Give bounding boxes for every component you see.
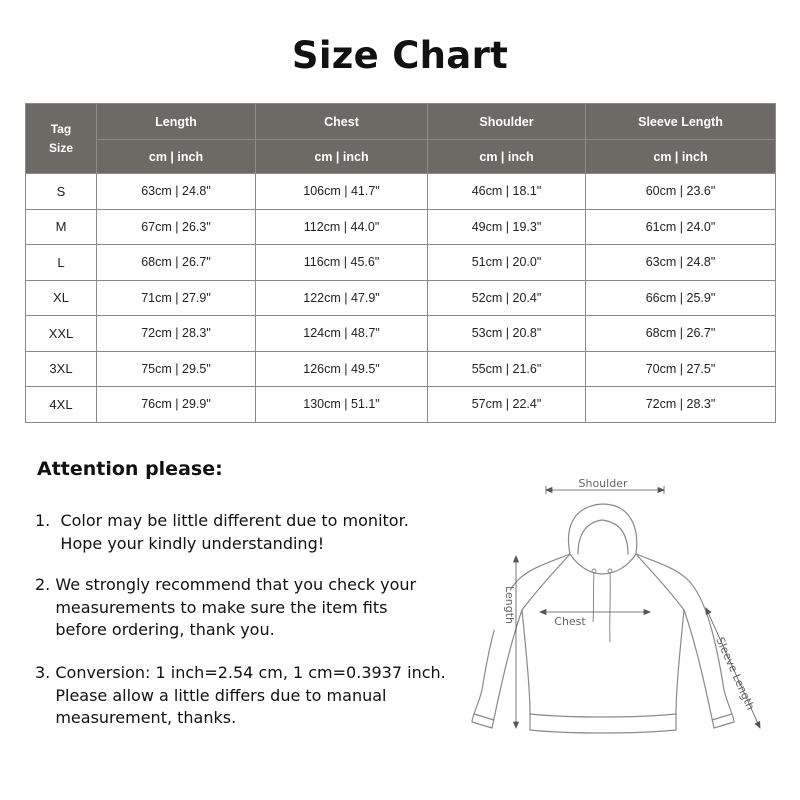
note-line: 1. Color may be little different due to monitor. [35,511,409,530]
note-line: Hope your kindly understanding! [35,533,325,553]
drawstrings [592,569,612,642]
shoulder-cell: 51cm | 20.0" [428,245,586,281]
length-cell: 63cm | 24.8" [97,174,256,210]
page-title: Size Chart [291,34,509,77]
length-cell: 75cm | 29.5" [97,351,256,387]
sleeve-cell: 61cm | 24.0" [586,209,776,245]
sleeve-cell: 66cm | 25.9" [586,280,776,316]
tag-header-line1: Tag [50,121,72,136]
note-line: Please allow a little differs due to manual [35,685,387,705]
shoulder-label: Shoulder [578,477,628,490]
chest-cell: 126cm | 49.5" [256,351,428,387]
note-line: 2. We strongly recommend that you check your [35,575,417,594]
unit-label-chest: cm | inch [256,140,428,174]
length-label: Length [503,586,516,624]
length-cell: 72cm | 28.3" [97,316,256,352]
sleeve-cell: 63cm | 24.8" [586,245,776,281]
size-cell: L [26,245,97,281]
shoulder-cell: 46cm | 18.1" [428,174,586,210]
shoulder-cell: 57cm | 22.4" [428,387,586,423]
table-row [26,245,776,281]
chest-cell: 106cm | 41.7" [256,174,428,210]
note-line: 3. Conversion: 1 inch=2.54 cm, 1 cm=0.3937 inch. [35,663,446,682]
chest-cell: 112cm | 44.0" [256,209,428,245]
chest-label: Chest [554,615,586,628]
size-cell: XXL [26,316,97,352]
hoodie-measurement-diagram [460,470,780,760]
column-header-length: Length [97,104,256,140]
length-cell: 76cm | 29.9" [97,387,256,423]
note-measurements [35,574,416,642]
length-cell: 68cm | 26.7" [97,245,256,281]
table-row [26,387,776,423]
tag-size-header [26,104,97,174]
column-header-sleeve-length: Sleeve Length [586,104,776,140]
tag-header-line2: Size [48,140,73,155]
size-cell: 4XL [26,387,97,423]
chest-dimension [540,610,650,615]
header-row [26,104,776,140]
shoulder-cell: 53cm | 20.8" [428,316,586,352]
sleeve-length-label: Sleeve Length [713,635,758,712]
chest-cell: 130cm | 51.1" [256,387,428,423]
table-row [26,351,776,387]
chest-cell: 124cm | 48.7" [256,316,428,352]
sleeve-cell: 68cm | 26.7" [586,316,776,352]
unit-label-length: cm | inch [97,140,256,174]
column-header-shoulder: Shoulder [428,104,586,140]
unit-row [26,140,776,174]
table-row [26,316,776,352]
unit-label-shoulder: cm | inch [428,140,586,174]
size-chart-table [25,103,776,423]
chest-cell: 122cm | 47.9" [256,280,428,316]
note-line: measurement, thanks. [35,708,237,727]
shoulder-cell: 55cm | 21.6" [428,351,586,387]
note-conversion [35,662,446,730]
length-cell: 71cm | 27.9" [97,280,256,316]
size-cell: S [26,174,97,210]
hoodie-illustration [460,470,780,760]
column-header-chest: Chest [256,104,428,140]
attention-heading: Attention please: [37,458,223,480]
note-line: measurements to make sure the item fits [35,597,388,617]
note-color [35,510,409,555]
shoulder-cell: 49cm | 19.3" [428,209,586,245]
unit-label-sleeve: cm | inch [586,140,776,174]
table-row [26,280,776,316]
sleeve-cell: 60cm | 23.6" [586,174,776,210]
note-line: before ordering, thank you. [35,620,275,639]
sleeve-cell: 72cm | 28.3" [586,387,776,423]
shoulder-cell: 52cm | 20.4" [428,280,586,316]
length-cell: 67cm | 26.3" [97,209,256,245]
size-cell: 3XL [26,351,97,387]
size-cell: M [26,209,97,245]
chest-cell: 116cm | 45.6" [256,245,428,281]
size-cell: XL [26,280,97,316]
length-dimension [514,556,519,728]
table-row [26,209,776,245]
sleeve-cell: 70cm | 27.5" [586,351,776,387]
table-row [26,174,776,210]
